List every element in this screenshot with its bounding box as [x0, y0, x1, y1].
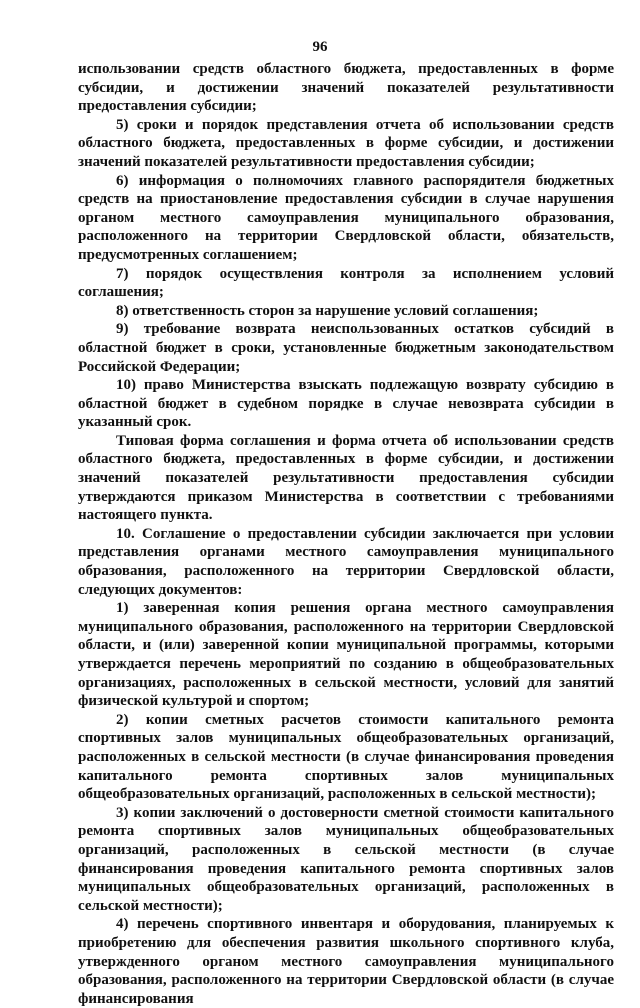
paragraph-item-6: 6) информация о полномочиях главного распорядителя бюджетных средств на приостановление предоставления субсидии в случае нарушения органом местного самоуправления муниципального образования, расположенного на территории Свердловской области, обязательств, предусмотренных соглашением;	[78, 172, 614, 263]
paragraph-doc-1: 1) заверенная копия решения органа местного самоуправления муниципального образования, расположенного на территории Свердловской области, и (или) заверенной копии муниципальной программы, которыми утверждается перечень мероприятий по созданию в общеобразовательных организациях, расположенных в сельской местности, условий для занятий физической культурой и спортом;	[78, 600, 614, 710]
paragraph-doc-3: 3) копии заключений о достоверности сметной стоимости капитального ремонта спортивных залов муниципальных общеобразовательных организаций, расположенных в сельской местности (в случае финансирования проведения капитального ремонта спортивных залов муниципальных общеобразовательных организаций, расположенных в сельской местности);	[78, 804, 614, 914]
paragraph-doc-2: 2) копии сметных расчетов стоимости капитального ремонта спортивных залов муниципальных общеобразовательных организаций, расположенных в сельской местности (в случае финансирования проведения капитального ремонта спортивных залов муниципальных общеобразовательных организаций, расположенных в сельской местности);	[78, 711, 614, 803]
paragraph-item-5: 5) сроки и порядок представления отчета об использовании средств областного бюджета, предоставленных в форме субсидии, и достижении значений показателей результативности предоставления субсидии;	[78, 116, 614, 170]
document-body	[78, 60, 614, 1008]
paragraph-doc-4: 4) перечень спортивного инвентаря и оборудования, планируемых к приобретению для обеспечения развития школьного спортивного клуба, утвержденного органом местного самоуправления муниципального образования, расположенного на территории Свердловской области (в случае финансирования	[78, 916, 614, 1007]
paragraph-item-8: 8) ответственность сторон за нарушение условий соглашения;	[116, 302, 539, 319]
paragraph-item-7: 7) порядок осуществления контроля за исполнением условий соглашения;	[78, 265, 614, 301]
paragraph-continuation: использовании средств областного бюджета, предоставленных в форме субсидии, и достижении значений показателей результативности предоставления субсидии;	[78, 61, 614, 115]
paragraph-item-10: 10) право Министерства взыскать подлежащую возврату субсидию в областной бюджет в судебном порядке в случае невозврата субсидии в указанный срок.	[78, 377, 614, 431]
paragraph-section-10: 10. Соглашение о предоставлении субсидии заключается при условии представления органами местного самоуправления муниципального образования, расположенного на территории Свердловской области, следующих документов:	[78, 525, 614, 598]
paragraph-standard-form: Типовая форма соглашения и форма отчета об использовании средств областного бюджета, предоставленных в форме субсидии, и достижении значений показателей результативности предоставления субсидии утверждаются приказом Министерства в соответствии с требованиями настоящего пункта.	[78, 432, 614, 524]
paragraph-item-9: 9) требование возврата неиспользованных остатков субсидий в областной бюджет в сроки, установленные бюджетным законодательством Российской Федерации;	[78, 321, 614, 375]
page-number: 96	[312, 39, 328, 55]
